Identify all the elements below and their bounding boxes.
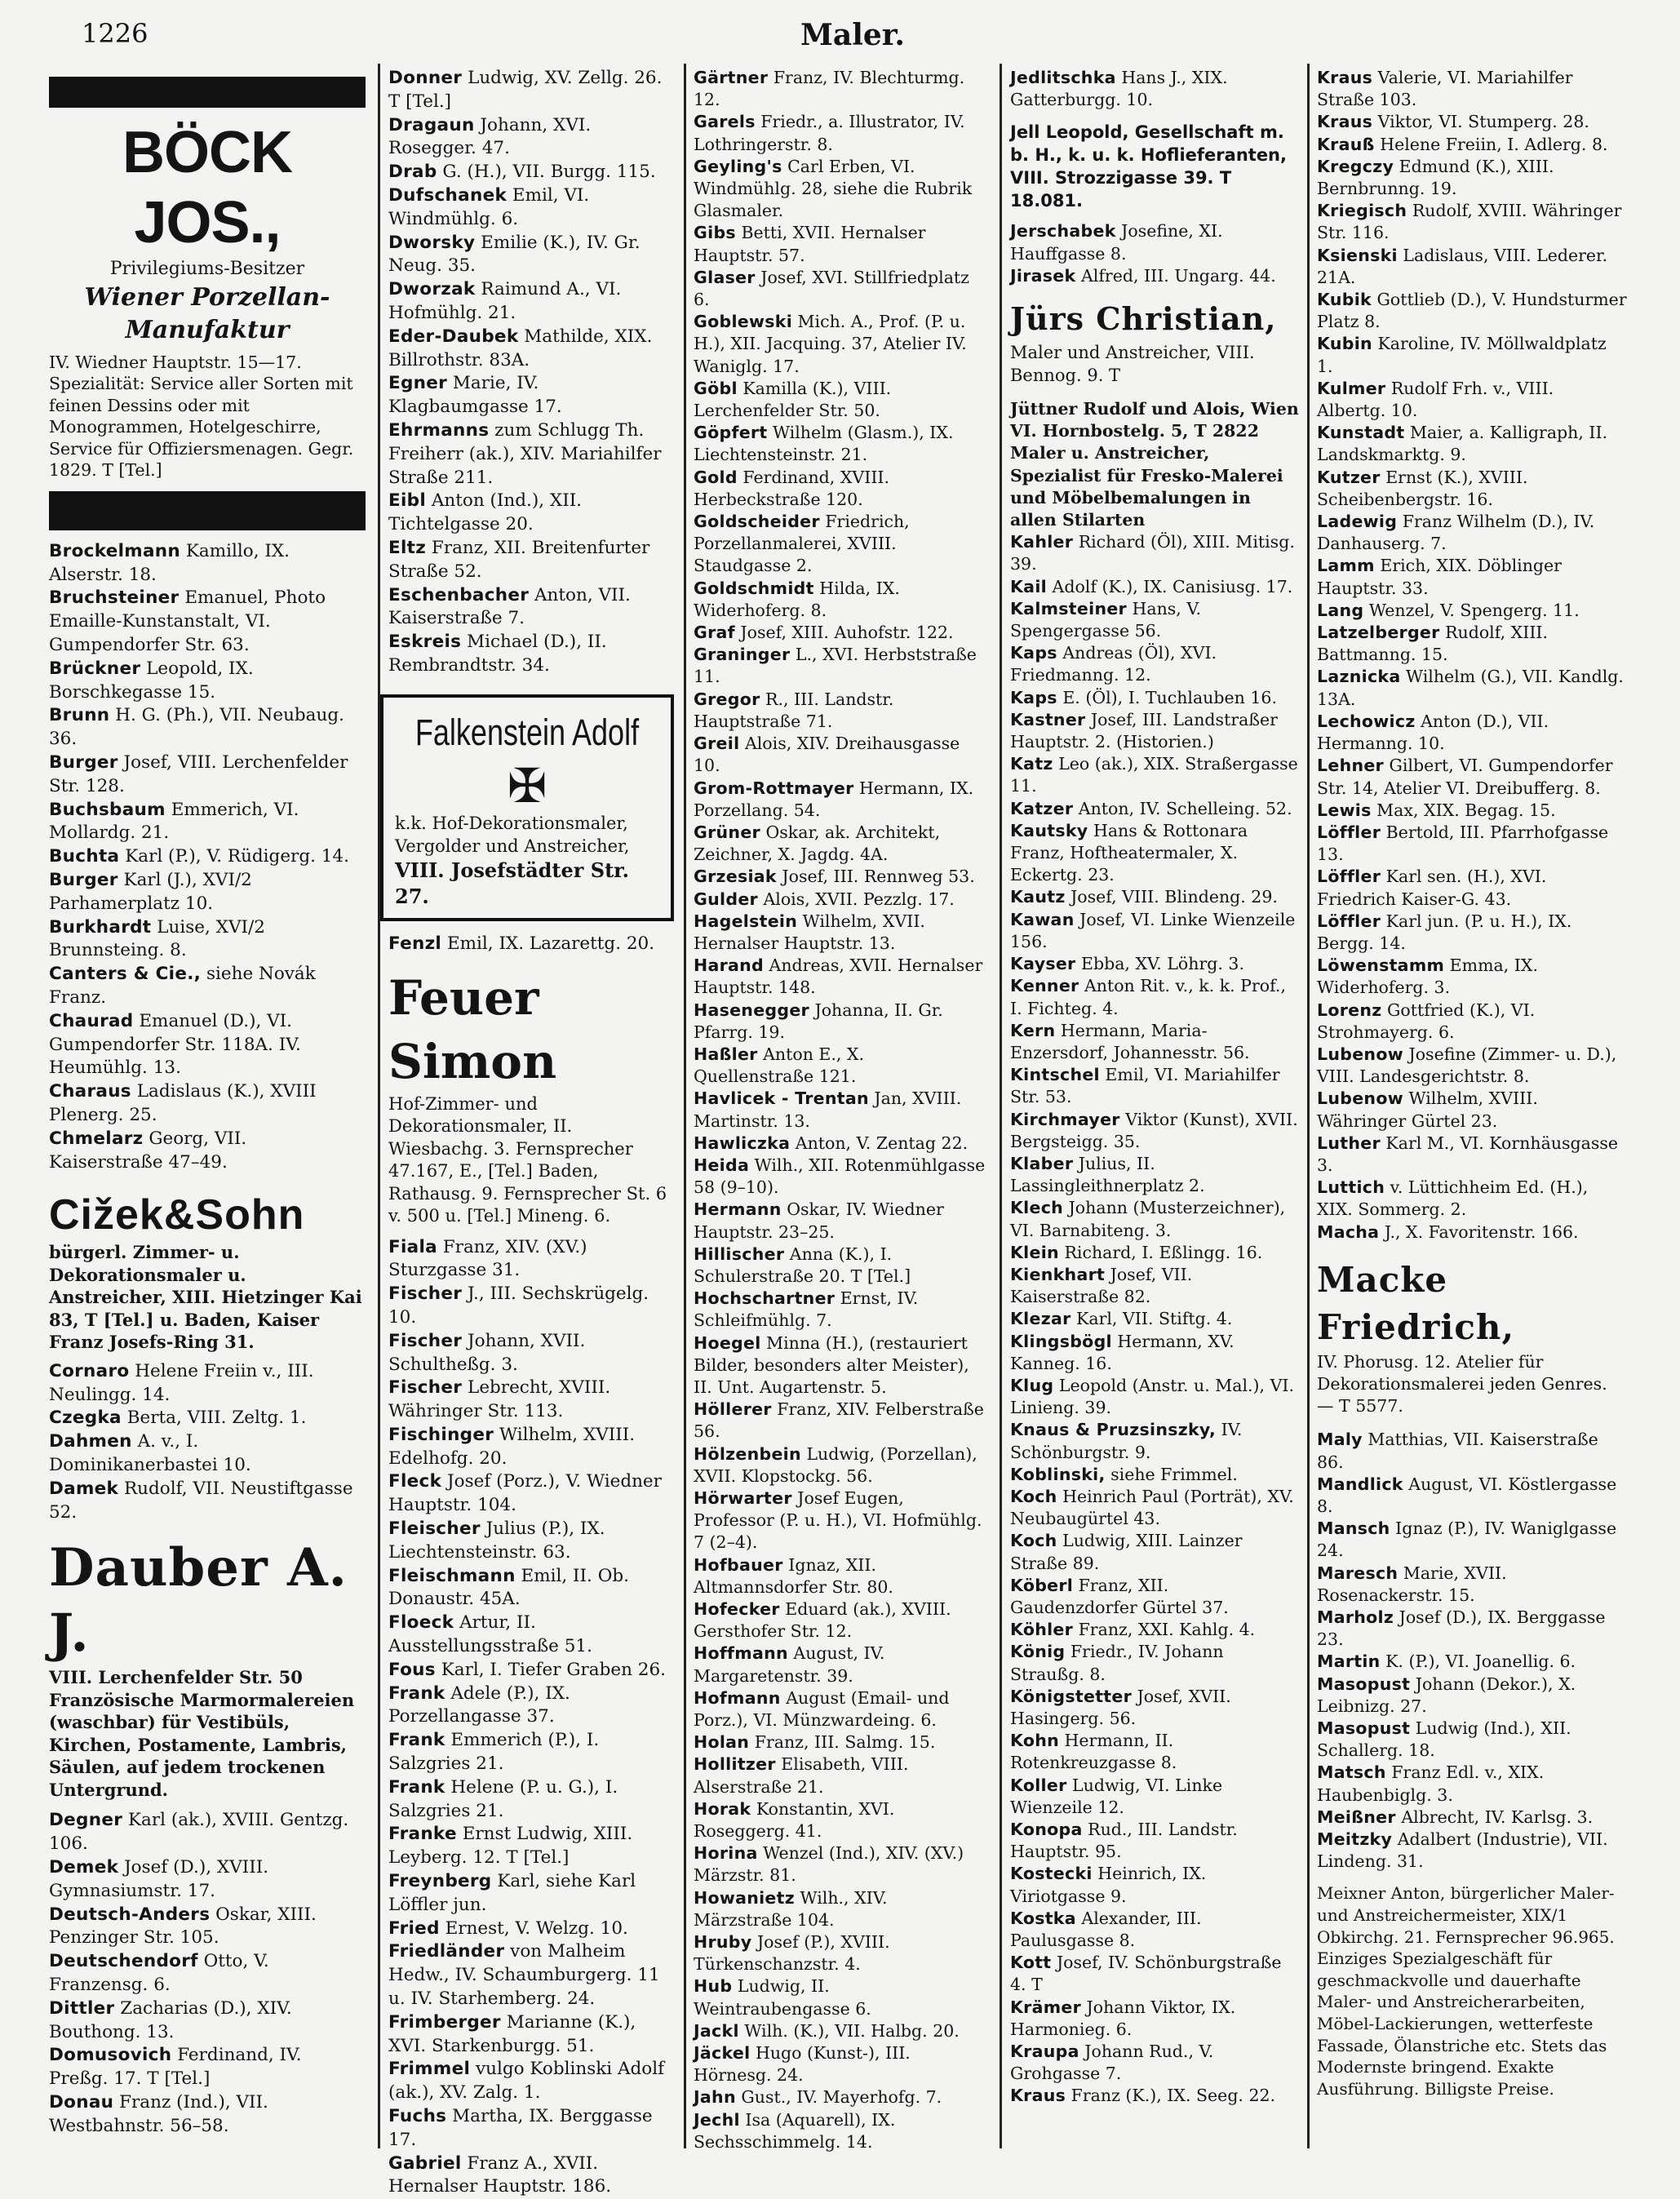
list-item: Höllerer Franz, XIV. Felberstraße 56. [694,1399,984,1442]
column-rule [1307,64,1310,2148]
list-item: Löffler Karl jun. (P. u. H.), IX. Bergg. 14. [1317,911,1572,953]
list-item: Fous Karl, I. Tiefer Graben 26. [388,1659,666,1680]
ad-falkenstein-addr: VIII. Josefstädter Str. 27. [395,858,629,908]
list-item: Holan Franz, III. Salmg. 15. [694,1732,936,1753]
list-item: Hollitzer Elisabeth, VIII. Alserstraße 21. [694,1754,909,1797]
list-item: Dworzak Raimund A., VI. Hofmühlg. 21. [388,279,622,323]
list-item: Latzelberger Rudolf, XIII. Battmanng. 15. [1317,623,1549,665]
list-item: Gabriel Franz A., XVII. Hernalser Hauptstr. 186. [388,2152,612,2197]
list-item: Fleck Josef (Porz.), V. Wiedner Hauptstr. 104. [388,1471,662,1516]
ad-macke-name: Macke Friedrich, [1317,1259,1515,1347]
list-item: Lubenow Wilhelm, XVIII. Währinger Gürtel 23. [1317,1088,1538,1131]
list-item: Chmelarz Georg, VII. Kaiserstraße 47–49. [49,1128,247,1173]
list-item: Ksienski Ladislaus, VIII. Lederer. 21A. [1317,245,1608,287]
ad-cizek-body: bürgerl. Zimmer- u. Dekorationsmaler u. Anstreicher, XIII. Hietzinger Kai 83, T [Tel.] u. Baden, Kaiser Franz Josefs-Ring 31. [49,1242,362,1353]
list-item: Lechowicz Anton (D.), VII. Hermanng. 10. [1317,711,1549,754]
jell-entry: Jell Leopold, Gesellschaft m. b. H., k. u. k. Hoflieferanten, VIII. Strozzigasse 39. T 18.081. [1010,122,1287,211]
list-item: Kautsky Hans & Rottonara Franz, Hoftheatermaler, X. Eckertg. 23. [1010,820,1248,885]
list-item: Kostecki Heinrich, IX. Viriotgasse 9. [1010,1864,1207,1906]
ad-dauber-body: VIII. Lerchenfelder Str. 50 Französische Marmormalereien (waschbar) für Vestibüls, Kirchen, Postamente, Lambris, Säulen, auf jedem trockenen Untergrund. [49,1667,355,1800]
meixner-entry: Meixner Anton, bürgerlicher Maler- und Anstreichermeister, XIX/1 Obkirchg. 21. Fernsprecher 96.965. Einziges Spezialgeschäft für geschmackvolle und dauerhafte Maler- und Anstreicherarbeiten, Möbel-Lackierungen, wetterfeste Fassade, Ölanstriche etc. Stets das Modernste bringend. Exakte Ausführung. Billigste Preise. [1317,1883,1615,2099]
list-item: Buchta Karl (P.), V. Rüdigerg. 14. [49,846,349,867]
ad-jurs [1010,297,1301,387]
list-item: Kalmsteiner Hans, V. Spengergasse 56. [1010,598,1202,641]
list-item: Kohn Hermann, II. Rotenkreuzgasse 8. [1010,1731,1177,1773]
column-rule [378,64,380,2148]
list-item: Hagelstein Wilhelm, XVII. Hernalser Hauptstr. 13. [694,911,925,953]
list-item: Freynberg Karl, siehe Karl Löffler jun. [388,1871,636,1915]
list-item: Kott Josef, IV. Schönburgstraße 4. T [1010,1953,1282,1995]
list-item: Königstetter Josef, XVII. Hasingerg. 56. [1010,1686,1231,1728]
entries-4b [1010,220,1301,287]
list-item: Kraus Valerie, VI. Mariahilfer Straße 103. [1317,68,1573,110]
list-item: Burkhardt Luise, XVI/2 Brunnsteing. 8. [49,916,265,961]
list-item: Dittler Zacharias (D.), XIV. Bouthong. 13. [49,1997,292,2042]
list-item: Bruchsteiner Emanuel, Photo Emaille-Kunstanstalt, VI. Gumpendorfer Str. 63. [49,587,326,655]
list-item: Kostka Alexander, III. Paulusgasse 8. [1010,1908,1202,1951]
list-item: Fischer Lebrecht, XVIII. Währinger Str. 113. [388,1377,611,1422]
list-item: Frank Adele (P.), IX. Porzellangasse 37. [388,1683,570,1727]
juettner-entry: Jüttner Rudolf und Alois, Wien VI. Hornbostelg. 5, T 2822 Maler u. Anstreicher, Spezialist für Fresko-Malerei und Möbelbemalungen in allen Stilarten [1010,399,1299,530]
list-item: Katzer Anton, IV. Schelleing. 52. [1010,798,1292,818]
page-header [82,18,1624,59]
ad-cizek-name: Cižek&Sohn [49,1191,305,1239]
list-item: Dragaun Johann, XVI. Rosegger. 47. [388,114,592,159]
list-item: Kraus Viktor, VI. Stumperg. 28. [1317,112,1589,132]
list-item: Meitzky Adalbert (Industrie), VII. Lindeng. 31. [1317,1829,1608,1872]
list-item: Lewis Max, XIX. Begag. 15. [1317,800,1556,820]
list-item: Goldscheider Friedrich, Porzellanmalerei, XVIII. Staudgasse 2. [694,512,910,576]
list-item: Jäckel Hugo (Kunst-), III. Hörnesg. 24. [694,2043,911,2086]
ad-boeck-line2: Wiener Porzellan- [84,282,330,312]
list-item: Koch Ludwig, XIII. Lainzer Straße 89. [1010,1531,1243,1573]
list-item: Gibs Betti, XVII. Hernalser Hauptstr. 57. [694,223,926,265]
list-item: Ladewig Franz Wilhelm (D.), IV. Danhauserg. 7. [1317,512,1595,554]
ad-falkenstein-body: k.k. Hof-Dekorationsmaler, Vergolder und Anstreicher, [395,813,630,856]
list-item: Göpfert Wilhelm (Glasm.), IX. Liechtensteinstr. 21. [694,423,954,465]
list-item: Floeck Artur, II. Ausstellungsstraße 51. [388,1612,592,1657]
ad-boeck-body: IV. Wiedner Hauptstr. 15—17. Spezialität: Service aller Sorten mit feinen Dessins oder mit Monogrammen, Hotelgeschirre, Service für Offiziersmenagen. Gegr. 1829. T [Tel.] [49,352,354,481]
list-item: Demek Josef (D.), XVIII. Gymnasiumstr. 17. [49,1856,269,1901]
entries-1b [49,1360,366,1525]
list-item: Donner Ludwig, XV. Zellg. 26. T [Tel.] [388,68,663,112]
entries-4c [1010,531,1301,2107]
list-item: Chaurad Emanuel (D.), VI. Gumpendorfer Str. 118A. IV. Heumühlg. 13. [49,1010,301,1079]
list-item: Kenner Anton Rit. v., k. k. Prof., I. Fichteg. 4. [1010,976,1286,1018]
list-item: Koblinski, siehe Frimmel. [1010,1464,1238,1484]
list-item: Brockelmann Kamillo, IX. Alserstr. 18. [49,540,290,585]
list-item: Klein Richard, I. Eßlingg. 16. [1010,1242,1263,1262]
list-item: Kraus Franz (K.), IX. Seeg. 22. [1010,2086,1276,2106]
eagle-emblem-icon: ✠ [507,757,547,814]
list-item: Dufschanek Emil, VI. Windmühlg. 6. [388,184,590,229]
ad-dauber [49,1536,366,1801]
list-item: Grzesiak Josef, III. Rennweg 53. [694,867,975,887]
list-item: Köberl Franz, XII. Gaudenzdorfer Gürtel 37. [1010,1575,1229,1617]
list-item: Brückner Leopold, IX. Borschkegasse 15. [49,658,254,703]
list-item: Gregor R., III. Landstr. Hauptstraße 71. [694,689,894,731]
list-item: Jerschabek Josefine, XI. Hauffgasse 8. [1010,221,1223,264]
list-item: Marholz Josef (D.), IX. Berggasse 23. [1317,1607,1606,1650]
list-item: König Friedr., IV. Johann Straußg. 8. [1010,1642,1224,1684]
list-item: Lorenz Gottfried (K.), VI. Strohmayerg. 6. [1317,1000,1536,1042]
list-item: Jedlitschka Hans J., XIX. Gatterburgg. 10. [1010,68,1228,110]
column-2 [388,67,674,2199]
list-item: Charaus Ladislaus (K.), XVIII Plenerg. 25. [49,1081,317,1125]
list-item: Macha J., X. Favoritenstr. 166. [1317,1221,1579,1242]
list-item: Brunn H. G. (Ph.), VII. Neubaug. 36. [49,705,344,750]
list-item: Hawliczka Anton, V. Zentag 22. [694,1133,969,1153]
list-item: Eltz Franz, XII. Breitenfurter Straße 52. [388,537,650,582]
list-item: Hasenegger Johanna, II. Gr. Pfarrg. 19. [694,1000,943,1042]
list-item: Luttich v. Lüttichheim Ed. (H.), XIX. Sommerg. 2. [1317,1177,1589,1220]
list-item: Lubenow Josefine (Zimmer- u. D.), VIII. Landesgerichtstr. 8. [1317,1044,1617,1087]
list-item: Hub Ludwig, II. Weintraubengasse 6. [694,1976,871,2019]
list-item: Fischer J., III. Sechskrügelg. 10. [388,1283,649,1328]
ad-boeck-name: BÖCK JOS., [122,120,292,255]
list-item: Cornaro Helene Freiin v., III. Neulingg. 14. [49,1360,314,1405]
list-item: Kubik Gottlieb (D.), V. Hundsturmer Platz 8. [1317,290,1627,332]
list-item: Fiala Franz, XIV. (XV.) Sturzgasse 31. [388,1236,587,1281]
list-item: Hochschartner Ernst, IV. Schleifmühlg. 7. [694,1288,919,1331]
list-item: Kraupa Johann Rud., V. Grohgasse 7. [1010,2042,1214,2084]
list-item: Kienkhart Josef, VII. Kaiserstraße 82. [1010,1264,1193,1307]
list-item: Domusovich Ferdinand, IV. Preßg. 17. T [Tel.] [49,2045,302,2090]
list-item: Matsch Franz Edl. v., XIX. Haubenbiglg. 3. [1317,1762,1545,1805]
list-item: Horak Konstantin, XVI. Roseggerg. 41. [694,1798,895,1842]
list-item: Gold Ferdinand, XVIII. Herbeckstraße 120. [694,467,890,509]
ad-boeck [49,117,366,481]
list-item: Jechl Isa (Aquarell), IX. Sechsschimmelg. 14. [694,2109,896,2152]
list-item: Jackl Wilh. (K.), VII. Halbg. 20. [694,2020,960,2041]
list-item: Klezar Karl, VII. Stiftg. 4. [1010,1309,1233,1329]
list-item: Degner Karl (ak.), XVIII. Gentzg. 106. [49,1810,349,1855]
list-item: Fischer Johann, XVII. Schultheßg. 3. [388,1330,586,1375]
list-item: Hölzenbein Ludwig, (Porzellan), XVII. Klopstockg. 56. [694,1443,977,1486]
list-item: Graninger L., XVI. Herbststraße 11. [694,645,977,687]
list-item: Frimberger Marianne (K.), XVI. Starkenburgg. 51. [388,2011,636,2056]
list-item: Haßler Anton E., X. Quellenstraße 121. [694,1044,865,1087]
list-item: Masopust Ludwig (Ind.), XII. Schallerg. 18. [1317,1718,1571,1761]
list-item: Löffler Bertold, III. Pfarrhofgasse 13. [1317,822,1609,865]
ad-macke-body: IV. Phorusg. 12. Atelier für Dekorationsmalerei jeden Genres. — T 5577. [1317,1351,1607,1416]
list-item: Gulder Alois, XVII. Pezzlg. 17. [694,889,955,909]
list-item: Buchsbaum Emmerich, VI. Mollardg. 21. [49,799,299,844]
list-item: Burger Karl (J.), XVI/2 Parhamerplatz 10. [49,869,252,914]
list-item: Masopust Johann (Dekor.), X. Leibnizg. 27. [1317,1674,1576,1716]
list-item: Hofmann August (Email- und Porz.), VI. Münzwardeing. 6. [694,1687,950,1731]
list-item: Kregczy Edmund (K.), XIII. Bernbrunng. 19. [1317,156,1554,199]
ad-cizek [49,1189,366,1354]
list-item: Kaps Andreas (Öl), XVI. Friedmanng. 12. [1010,643,1217,685]
list-item: Hillischer Anna (K.), I. Schulerstraße 20. T [Tel.] [694,1244,911,1286]
column-5 [1317,67,1627,2099]
column-1 [49,67,366,2139]
list-item: Koch Heinrich Paul (Porträt), XV. Neubaugürtel 43. [1010,1486,1294,1529]
list-item: Egner Marie, IV. Klagbaumgasse 17. [388,373,562,418]
list-item: Jirasek Alfred, III. Ungarg. 44. [1010,265,1276,286]
list-item: Laznicka Wilhelm (G.), VII. Kandlg. 13A. [1317,667,1624,709]
list-item: Kintschel Emil, VI. Mariahilfer Str. 53. [1010,1065,1280,1107]
list-item: Köhler Franz, XXI. Kahlg. 4. [1010,1620,1256,1640]
list-item: Havlicek - Trentan Jan, XVIII. Martinstr. 13. [694,1088,962,1131]
list-item: Lamm Erich, XIX. Döblinger Hauptstr. 33. [1317,556,1562,598]
list-item: Maly Matthias, VII. Kaiserstraße 86. [1317,1430,1598,1472]
list-item: Geyling's Carl Erben, VI. Windmühlg. 28, siehe die Rubrik Glasmaler. [694,156,973,221]
list-item: Damek Rudolf, VII. Neustiftgasse 52. [49,1478,353,1523]
list-item: Knaus & Pruzsinszky, IV. Schönburgstr. 9. [1010,1420,1243,1462]
column-4 [1010,67,1301,2108]
list-item: Garels Friedr., a. Illustrator, IV. Lothringerstr. 8. [694,112,965,154]
list-item: Glaser Josef, XVI. Stillfriedplatz 6. [694,267,969,310]
ad-falkenstein [380,694,674,921]
list-item: Heida Wilh., XII. Rotenmühlgasse 58 (9–10). [694,1155,986,1198]
ad-jurs-name: Jürs Christian, [1010,300,1277,338]
list-item: Lehner Gilbert, VI. Gumpendorfer Str. 14, Atelier VI. Dreibufferg. 8. [1317,756,1613,798]
list-item: Burger Josef, VIII. Lerchenfelder Str. 128. [49,751,348,796]
list-item: Gärtner Franz, IV. Blechturmg. 12. [694,68,965,110]
list-item: Hoffmann August, IV. Margaretenstr. 39. [694,1643,885,1686]
list-item: Kunstadt Maier, a. Kalligraph, II. Landskmarktg. 9. [1317,423,1608,465]
list-item: Frank Emmerich (P.), I. Salzgries 21. [388,1730,600,1775]
list-item: Goldschmidt Hilda, IX. Widerhoferg. 8. [694,578,900,620]
list-item: Hofbauer Ignaz, XII. Altmannsdorfer Str. 80. [694,1554,893,1597]
list-item: Kirchmayer Viktor (Kunst), XVII. Bergsteigg. 35. [1010,1109,1298,1151]
list-item: Lang Wenzel, V. Spengerg. 11. [1317,600,1580,620]
list-item: Kahler Richard (Öl), XIII. Mitisg. 39. [1010,532,1295,574]
list-item: Dahmen A. v., I. Dominikanerbastei 10. [49,1431,251,1475]
list-item: Frimmel vulgo Koblinski Adolf (ak.), XV. Zalg. 1. [388,2059,665,2104]
page-title: Maler. [800,18,905,52]
column-3 [694,67,989,2153]
list-item: Klug Leopold (Anstr. u. Mal.), VI. Linieng. 39. [1010,1375,1294,1418]
list-item: Fenzl Emil, IX. Lazarettg. 20. [388,933,655,954]
list-item: Hoegel Minna (H.), (restauriert Bilder, besonders alter Meister), II. Unt. Augartenstr. 5. [694,1332,969,1397]
list-item: Frank Helene (P. u. G.), I. Salzgries 21. [388,1776,618,1821]
list-item: Harand Andreas, XVII. Hernalser Hauptstr. 148. [694,955,983,998]
list-item: Fleischmann Emil, II. Ob. Donaustr. 45A. [388,1565,629,1610]
list-item: Kriegisch Rudolf, XVIII. Währinger Str. 116. [1317,201,1622,243]
list-item: Grom-Rottmayer Hermann, IX. Porzellang. 54. [694,778,974,820]
list-item: Löffler Karl sen. (H.), XVI. Friedrich Kaiser-G. 43. [1317,867,1547,909]
list-item: Mandlick August, VI. Köstlergasse 8. [1317,1474,1617,1516]
list-item: Kern Hermann, Maria-Enzersdorf, Johannesstr. 56. [1010,1020,1250,1062]
list-item: Eskreis Michael (D.), II. Rembrandtstr. 34. [388,632,607,676]
list-item: Fischinger Wilhelm, XVIII. Edelhofg. 20. [388,1424,636,1469]
list-item: Greil Alois, XIV. Dreihausgasse 10. [694,734,960,776]
list-item: Goblewski Mich. A., Prof. (P. u. H.), XII. Jacquing. 37, Atelier IV. Waniglg. 17. [694,312,967,376]
list-item: Krauß Helene Freiin, I. Adlerg. 8. [1317,134,1608,154]
decorative-bar [49,77,366,108]
list-item: Grüner Oskar, ak. Architekt, Zeichner, X. Jagdg. 4A. [694,822,941,865]
list-item: Dworsky Emilie (K.), IV. Gr. Neug. 35. [388,232,641,277]
list-item: Franke Ernst Ludwig, XIII. Leyberg. 12. T [Tel.] [388,1824,633,1869]
ad-dauber-name: Dauber A. J. [49,1537,348,1665]
list-item: Katz Leo (ak.), XIX. Straßergasse 11. [1010,754,1298,796]
list-item: Maresch Marie, XVII. Rosenackerstr. 15. [1317,1563,1507,1605]
ad-macke [1317,1257,1627,1418]
ad-feuer-name: Feuer Simon [388,969,557,1089]
page-number: 1226 [82,18,148,49]
column-rule [1000,64,1002,2148]
decorative-bar [49,491,366,530]
list-item: Kubin Karoline, IV. Möllwaldplatz 1. [1317,334,1607,376]
entries-5b [1317,1429,1627,1873]
list-item: Kawan Josef, VI. Linke Wienzeile 156. [1010,909,1296,951]
list-item: Kutzer Ernst (K.), XVIII. Scheibenbergstr. 16. [1317,467,1528,509]
list-item: Krämer Johann Viktor, IX. Harmonieg. 6. [1010,1997,1236,2039]
list-item: Hruby Josef (P.), XVIII. Türkenschanzstr. 4. [694,1932,890,1975]
entries-2a [388,67,674,678]
list-item: Kaps E. (Öl), I. Tuchlauben 16. [1010,687,1277,707]
list-item: Deutschendorf Otto, V. Franzensg. 6. [49,1951,269,1995]
list-item: Mansch Ignaz (P.), IV. Waniglgasse 24. [1317,1518,1617,1561]
entries-2b [388,933,674,956]
entries-1a [49,540,366,1175]
ad-boeck-line1: Privilegiums-Besitzer [109,259,305,279]
ad-feuer-body: Hof-Zimmer- und Dekorationsmaler, II. Wiesbachg. 3. Fernsprecher 47.167, E., [Tel.] Baden, Rathausg. 9. Fernsprecher St. 6 v. 500 u. [Tel.] Mineng. 6. [388,1093,667,1226]
list-item: Deutsch-Anders Oskar, XIII. Penzinger Str. 105. [49,1904,317,1949]
list-item: Kautz Josef, VIII. Blindeng. 29. [1010,887,1278,907]
list-item: Fried Ernest, V. Welzg. 10. [388,1917,628,1939]
list-item: Friedländer von Malheim Hedw., IV. Schaumburgerg. 11 u. IV. Starhemberg. 24. [388,1941,660,2010]
list-item: Kulmer Rudolf Frh. v., VIII. Albertg. 10. [1317,378,1554,421]
list-item: Meißner Albrecht, IV. Karlsg. 3. [1317,1807,1594,1827]
ad-jurs-body: Maler und Anstreicher, VIII. Bennog. 9. T [1010,343,1255,386]
list-item: Klech Johann (Musterzeichner), VI. Barnabiteng. 3. [1010,1198,1286,1240]
list-item: Hofecker Eduard (ak.), XVIII. Gersthofer Str. 12. [694,1599,951,1642]
ad-falkenstein-name: Falkenstein Adolf [414,711,640,753]
ad-feuer [388,966,674,1228]
column-rule [684,64,686,2148]
list-item: Eder-Daubek Mathilde, XIX. Billrothstr. 83A. [388,326,653,370]
list-item: Howanietz Wilh., XIV. Märzstraße 104. [694,1887,888,1930]
list-item: Horina Wenzel (Ind.), XIV. (XV.) Märzstr. 81. [694,1843,964,1886]
list-item: Canters & Cie., siehe Novák Franz. [49,964,316,1008]
list-item: Koller Ludwig, VI. Linke Wienzeile 12. [1010,1775,1223,1817]
list-item: Martin K. (P.), VI. Joanellig. 6. [1317,1651,1576,1672]
list-item: Eschenbacher Anton, VII. Kaiserstraße 7. [388,584,631,629]
list-item: Klaber Julius, II. Lassingleithnerplatz 2. [1010,1153,1205,1196]
list-item: Jahn Gust., IV. Mayerhofg. 7. [694,2087,942,2108]
list-item: Fleischer Julius (P.), IX. Liechtensteinstr. 63. [388,1518,605,1563]
list-item: Kastner Josef, III. Landstraßer Hauptstr. 2. (Historien.) [1010,709,1278,752]
entries-2c [388,1236,674,2199]
list-item: Czegka Berta, VIII. Zeltg. 1. [49,1408,307,1429]
list-item: Drab G. (H.), VII. Burgg. 115. [388,162,656,183]
list-item: Göbl Kamilla (K.), VIII. Lerchenfelder Str. 50. [694,378,892,421]
list-item: Konopa Rud., III. Landstr. Hauptstr. 95. [1010,1820,1238,1862]
list-item: Löwenstamm Emma, IX. Widerhoferg. 3. [1317,955,1538,998]
list-item: Fuchs Martha, IX. Berggasse 17. [388,2106,653,2150]
list-item: Graf Josef, XIII. Auhofstr. 122. [694,623,954,643]
list-item: Eibl Anton (Ind.), XII. Tichtelgasse 20. [388,490,583,535]
list-item: Kayser Ebba, XV. Löhrg. 3. [1010,954,1244,974]
list-item: Hörwarter Josef Eugen, Professor (P. u. H.), VI. Hofmühlg. 7 (2–4). [694,1488,982,1553]
list-item: Klingsbögl Hermann, XV. Kanneg. 16. [1010,1331,1235,1373]
list-item: Donau Franz (Ind.), VII. Westbahnstr. 56–58. [49,2091,268,2136]
list-item: Hermann Oskar, IV. Wiedner Hauptstr. 23–25. [694,1199,944,1242]
list-item: Kail Adolf (K.), IX. Canisiusg. 17. [1010,576,1293,596]
list-item: Ehrmanns zum Schlugg Th. Freiherr (ak.), XIV. Mariahilfer Straße 211. [388,419,662,488]
entries-1c [49,1809,366,2138]
ad-boeck-line3: Manufaktur [125,315,290,344]
list-item: Luther Karl M., VI. Kornhäusgasse 3. [1317,1133,1619,1175]
